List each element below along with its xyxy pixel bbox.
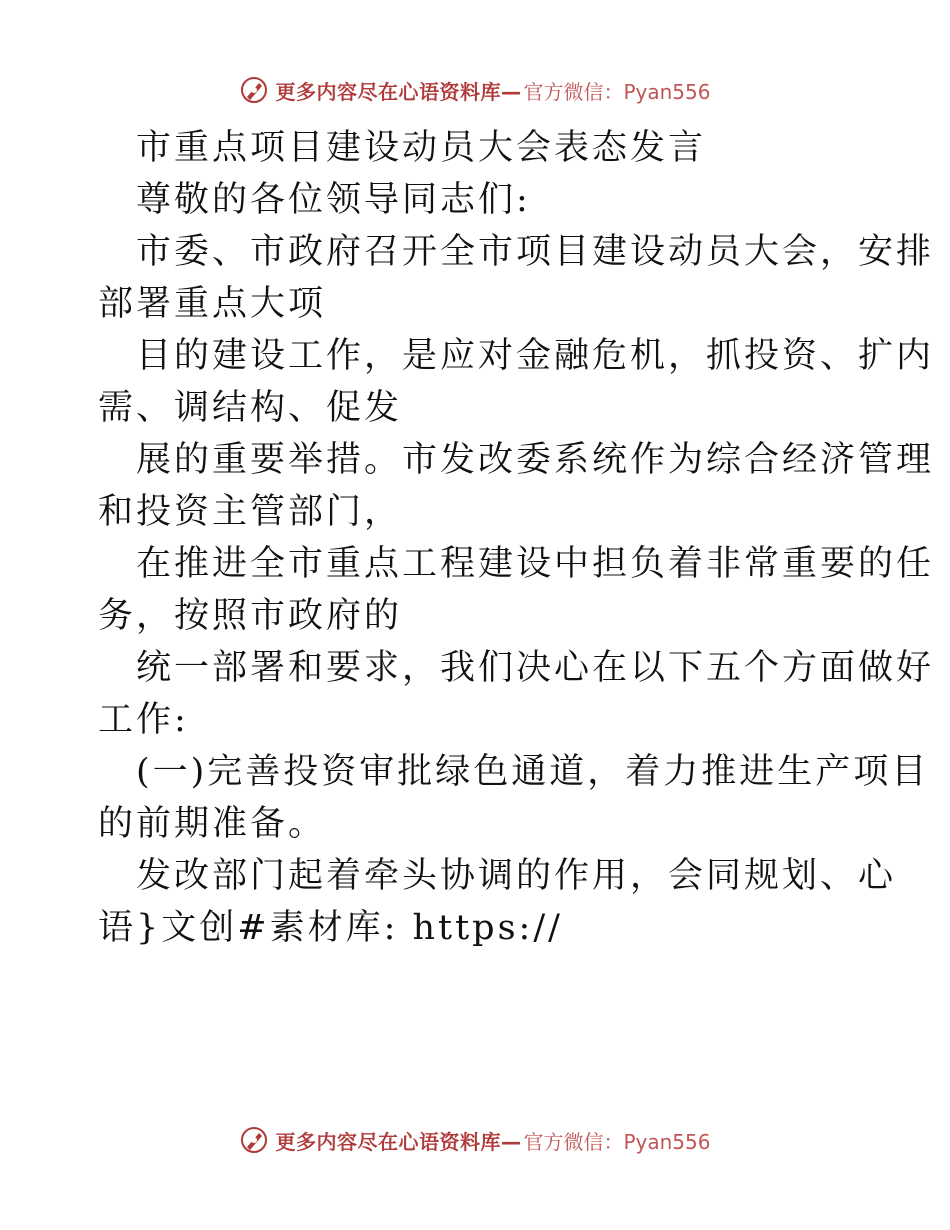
footer-banner: [0, 1120, 950, 1160]
paragraph-line: 需、调结构、促发: [98, 388, 403, 428]
pen-logo-icon: [239, 1125, 269, 1155]
paragraph-5: [98, 642, 935, 746]
paragraph-line: 在推进全市重点工程建设中担负着非常重要的任: [136, 544, 935, 584]
paragraph-line: 和投资主管部门，: [98, 492, 403, 532]
paragraph-line: 统一部署和要求，我们决心在以下五个方面做好: [136, 648, 935, 688]
paragraph-line: 工作:: [98, 700, 189, 740]
document-body: [98, 122, 935, 954]
header-wechat-text: 官方微信：Pyan556: [523, 79, 711, 104]
header-banner: [0, 70, 950, 110]
paragraph-2: [98, 330, 935, 434]
salutation-line: 尊敬的各位领导同志们:: [136, 180, 531, 220]
footer-promo-text: 更多内容尽在心语资料库—: [275, 1129, 522, 1154]
pen-logo-icon: [239, 75, 269, 105]
salutation: [98, 174, 858, 226]
paragraph-line: 展的重要举措。市发改委系统作为综合经济管理: [136, 440, 935, 480]
paragraph-3: [98, 434, 935, 538]
paragraph-7: [98, 850, 897, 954]
header-promo-text: 更多内容尽在心语资料库—: [275, 79, 522, 104]
title-line: 市重点项目建设动员大会表态发言: [136, 128, 707, 168]
paragraph-line: 部署重点大项: [98, 284, 327, 324]
paragraph-6: [98, 746, 930, 850]
paragraph-line: 语}文创#素材库: https://: [98, 908, 563, 948]
paragraph-line: 的前期准备。: [98, 804, 327, 844]
document-title: [98, 122, 858, 174]
paragraph-4: [98, 538, 935, 642]
footer-wechat-text: 官方微信：Pyan556: [523, 1129, 711, 1154]
paragraph-1: [98, 226, 935, 330]
paragraph-line: (一)完善投资审批绿色通道，着力推进生产项目: [136, 752, 930, 792]
paragraph-line: 务，按照市政府的: [98, 596, 403, 636]
paragraph-line: 市委、市政府召开全市项目建设动员大会，安排: [136, 232, 935, 272]
paragraph-line: 发改部门起着牵头协调的作用，会同规划、心: [136, 856, 897, 896]
paragraph-line: 目的建设工作，是应对金融危机，抓投资、扩内: [136, 336, 935, 376]
